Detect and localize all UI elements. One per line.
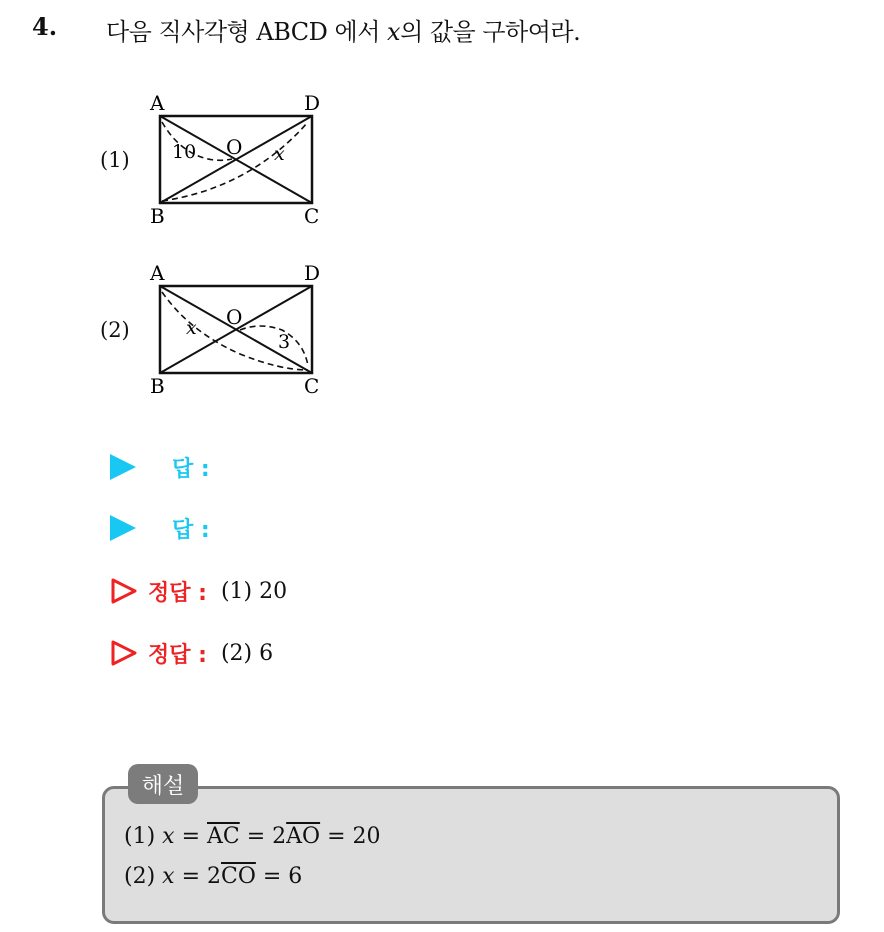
- solution-1-seg-ac: $\overline{AC}$: [207, 824, 240, 849]
- correct-label-1: 정답 :: [148, 580, 207, 606]
- vertex-b-1: B: [150, 204, 165, 228]
- correct-label-2: 정답 :: [148, 642, 207, 668]
- correct-answer-row-1: [110, 574, 287, 608]
- figure-1-label: (1): [100, 148, 130, 172]
- solution-2-var: x: [162, 864, 175, 889]
- question-text: [106, 12, 580, 47]
- solution-line-2: [124, 864, 302, 889]
- solution-1-seg-ao: $\overline{AO}$: [286, 824, 321, 849]
- vertex-a-2: A: [150, 262, 165, 285]
- vertex-d-2: D: [304, 262, 321, 285]
- known-value-2: 3: [278, 331, 291, 353]
- figure-1-diagram: [140, 92, 340, 232]
- solution-2-result: = 6: [255, 864, 303, 889]
- point-o-1: O: [226, 135, 243, 159]
- correct-value-2: (2) 6: [220, 640, 274, 666]
- correct-arrow-icon: [110, 639, 138, 667]
- brace-co-2: [240, 326, 308, 366]
- figure-2-label: (2): [100, 318, 130, 342]
- vertex-b-2: B: [150, 374, 165, 398]
- question-variable: x: [387, 18, 401, 46]
- answer-arrow-icon: [110, 515, 136, 541]
- solution-1-result: = 20: [320, 824, 381, 849]
- question-text-before: 다음 직사각형 ABCD 에서: [106, 18, 388, 46]
- unknown-x-1: x: [274, 143, 285, 165]
- answer-row-1: [110, 450, 210, 484]
- known-value-1: 10: [172, 141, 197, 163]
- solution-1-eq2: = 2: [239, 824, 287, 849]
- point-o-2: O: [226, 305, 243, 329]
- unknown-x-2: x: [186, 317, 197, 339]
- question-number: 4.: [32, 12, 58, 41]
- figure-2-diagram: [140, 262, 340, 402]
- solution-tab: 해설: [128, 764, 198, 804]
- correct-arrow-icon: [110, 577, 138, 605]
- solution-box: [102, 786, 840, 924]
- vertex-a-1: A: [150, 92, 165, 115]
- correct-value-1: (1) 20: [220, 578, 288, 604]
- solution-1-var: x: [162, 824, 175, 849]
- answer-label-1: 답 :: [172, 456, 210, 482]
- vertex-c-1: C: [304, 204, 320, 228]
- solution-line-1: [124, 824, 381, 849]
- answer-label-2: 답 :: [172, 517, 210, 543]
- answer-arrow-icon: [110, 454, 136, 480]
- correct-answer-row-2: [110, 636, 273, 670]
- answer-row-2: [110, 511, 210, 545]
- question-text-after: 의 값을 구하여라.: [400, 18, 581, 46]
- solution-1-prefix: (1): [124, 824, 163, 849]
- solution-1-eq1: =: [174, 824, 207, 849]
- solution-2-seg-co: $\overline{CO}$: [221, 864, 256, 889]
- vertex-d-1: D: [304, 92, 321, 115]
- solution-2-prefix: (2): [124, 864, 163, 889]
- solution-2-eq1: = 2: [174, 864, 221, 889]
- vertex-c-2: C: [304, 374, 320, 398]
